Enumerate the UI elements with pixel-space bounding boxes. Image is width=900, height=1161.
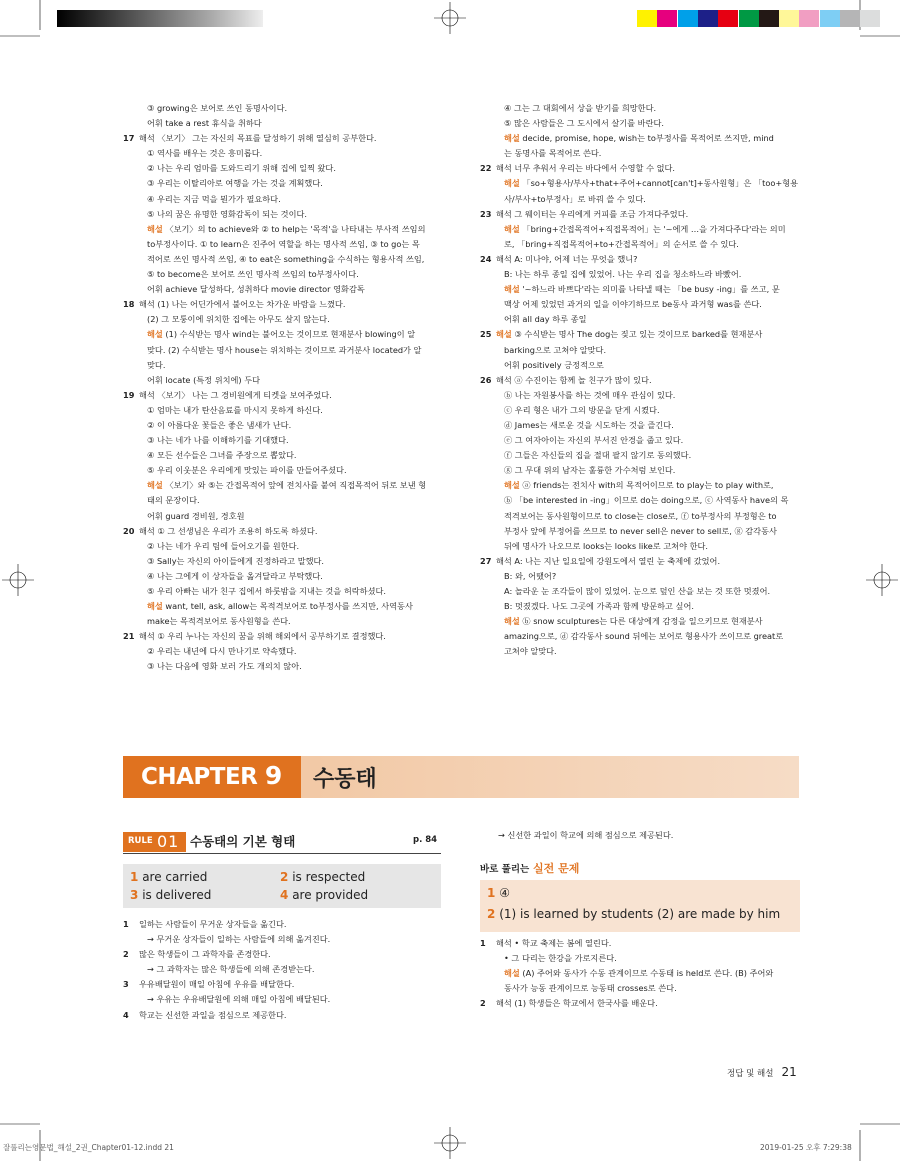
text-line: [123, 222, 443, 237]
line-text: ⑤ to become은 보어로 쓰인 명사적 쓰임의 to부정사이다.: [147, 269, 359, 280]
text-line: [123, 343, 443, 358]
text-line: [480, 252, 802, 267]
date-slug: 2019-01-25 오후 7:29:38: [760, 1143, 852, 1152]
line-text: 해석 ① 그 선생님은 우리가 조용히 하도록 하셨다.: [139, 525, 318, 536]
text-line: [480, 237, 802, 252]
line-text: 일하는 사람들이 무거운 상자들을 옮긴다.: [139, 919, 287, 929]
practice-explanations: [480, 936, 802, 1011]
rule-explanations: [123, 917, 443, 1023]
text-line: [123, 947, 443, 962]
color-swatch: [820, 10, 840, 27]
line-text: ③ growing은 보어로 쓰인 동명사이다.: [147, 103, 288, 113]
text-line: [123, 584, 443, 599]
text-line: [123, 176, 443, 191]
practice-answer: 2 (1) is learned by students (2) are made by him: [487, 907, 781, 921]
text-line: [123, 358, 443, 373]
line-text: 어휘 achieve 달성하다, 성취하다 movie director 영화감독: [147, 284, 365, 295]
line-text: (2) 그 모퉁이에 위치한 집에는 아무도 살지 않는다.: [147, 314, 330, 325]
line-text: 고쳐야 알맞다.: [504, 646, 557, 657]
line-text: 해설 〈보기〉와 ⑤는 간접목적어 앞에 전치사를 붙여 직접목적어 뒤로 보낸 형: [147, 480, 427, 491]
line-text: 해설 '~하느라 바쁘다'라는 의미를 나타낼 때는 「be busy -ing」를 쓰고, 문: [504, 284, 780, 295]
text-line: [123, 614, 443, 629]
line-text: ⑤ 나의 꿈은 유명한 영화감독이 되는 것이다.: [147, 208, 308, 219]
line-text: 해설 (1) 수식받는 명사 wind는 불어오는 것이므로 현재분사 blowing이 알: [147, 329, 416, 340]
line-text: ③ Sally는 자신의 아이들에게 진정하라고 말했다.: [147, 555, 325, 566]
color-swatch: [718, 10, 738, 27]
line-text: 뒤에 명사가 나오므로 looks는 looks like로 고쳐야 한다.: [504, 540, 709, 551]
rule-number: 01: [157, 832, 180, 851]
rule-underline: [123, 853, 441, 854]
line-text: B: 와, 어땠어?: [504, 570, 557, 581]
line-text: 많은 학생들이 그 과학자를 존경한다.: [139, 949, 271, 960]
text-line: [480, 524, 802, 539]
line-text: ⑤ 우리 아빠는 내가 친구 집에서 하룻밤을 지내는 것을 허락하셨다.: [147, 586, 387, 596]
line-text: ① 역사를 배우는 것은 흥미롭다.: [147, 148, 263, 159]
color-swatch: [759, 10, 779, 27]
line-text: ⓔ 그 여자아이는 자신의 부서진 안경을 줍고 있다.: [504, 435, 684, 446]
file-slug: 잘풀리는영문법_해설_2권_Chapter01-12.indd 21: [3, 1143, 174, 1152]
line-text: amazing으로, ⓓ 감각동사 sound 뒤에는 보어로 형용사가 쓰이므로 great로: [504, 631, 784, 642]
text-line: [123, 629, 443, 644]
text-line: [123, 539, 443, 554]
text-line: [480, 966, 802, 981]
item-number: 1: [123, 919, 129, 929]
line-text: ⓒ 우리 형은 내가 그의 방문을 닫게 시켰다.: [504, 404, 660, 415]
line-text: ⓓ James는 새로운 것을 시도하는 것을 즐긴다.: [504, 419, 674, 430]
text-line: [480, 996, 802, 1011]
text-line: [480, 403, 802, 418]
text-line: [480, 539, 802, 554]
item-number: 20: [123, 525, 135, 536]
line-text: ④ 모든 선수들은 그녀를 주장으로 뽑았다.: [147, 450, 297, 461]
line-text: ② 나는 네가 우리 팀에 들어오기를 원한다.: [147, 540, 300, 551]
line-text: ② 나는 우리 엄마를 도와드리기 위해 집에 일찍 왔다.: [147, 163, 336, 174]
text-line: [123, 282, 443, 297]
line-text: ④ 나는 그에게 이 상자들을 옮겨달라고 부탁했다.: [147, 570, 323, 581]
line-text: ⑤ 우리 이웃분은 우리에게 맛있는 파이를 만들어주셨다.: [147, 465, 347, 476]
line-text: → 그 과학자는 많은 학생들에 의해 존경받는다.: [147, 964, 315, 975]
text-line: [480, 418, 802, 433]
color-swatch: [840, 10, 860, 27]
text-line: [123, 403, 443, 418]
color-swatch: [637, 10, 657, 27]
text-line: [480, 373, 802, 388]
line-text: 해석 〈보기〉 그는 자신의 목표를 달성하기 위해 열심히 공부한다.: [139, 133, 377, 144]
text-line: [480, 493, 802, 508]
line-text: 해석 그 웨이터는 우리에게 커피를 조금 가져다주었다.: [496, 208, 689, 219]
text-line: [480, 282, 802, 297]
text-line: [123, 962, 443, 977]
text-line: [480, 599, 802, 614]
line-text: 적격보어는 동사원형이므로 to close는 close로, ⓕ to부정사의 부정형은 to: [504, 510, 777, 521]
text-line: [480, 936, 802, 951]
item-number: 19: [123, 389, 135, 400]
line-text: A: 놀라운 눈 조각들이 많이 있었어. 눈으로 덮인 산을 보는 것 또한 멋졌어.: [504, 586, 771, 596]
line-text: 사/부사+to부정사」로 바꿔 쓸 수 있다.: [504, 193, 646, 204]
line-text: 맞다. (2) 수식받는 명사 house는 위치하는 것이므로 과거분사 located가 알: [147, 344, 422, 355]
line-text: 해석 A: 미나야, 어제 너는 무엇을 했니?: [496, 253, 638, 264]
text-line: [123, 977, 443, 992]
text-line: [480, 207, 802, 222]
item-number: 4: [123, 1009, 129, 1020]
line-text: 해설 「so+형용사/부사+that+주어+cannot[can't]+동사원형」은 「too+형용: [504, 178, 799, 189]
line-text: 해설 (A) 주어와 동사가 수동 관계이므로 수동태 is held로 쓴다. (B) 주어와: [504, 968, 774, 979]
item-number: 27: [480, 555, 492, 566]
color-swatch: [799, 10, 819, 27]
text-line: [123, 252, 443, 267]
rule-badge: [123, 832, 186, 852]
text-line: [480, 981, 802, 996]
text-line: [123, 267, 443, 282]
line-text: 태의 문장이다.: [147, 495, 200, 506]
text-line: [480, 509, 802, 524]
text-line: [123, 992, 443, 1007]
text-line: [480, 146, 802, 161]
answer-item: 2 is respected: [280, 870, 366, 884]
page-number: 21: [781, 1065, 797, 1079]
line-text: ② 우리는 내년에 다시 만나기로 약속했다.: [147, 646, 297, 657]
line-text: 해설 ③ 수식받는 명사 The dog는 짖고 있는 것이므로 barked를 현재분사: [496, 329, 763, 340]
item-number: 18: [123, 299, 135, 310]
item-number: 25: [480, 329, 492, 340]
item-number: 21: [123, 631, 135, 642]
line-text: ① 엄마는 내가 탄산음료를 마시지 못하게 하신다.: [147, 404, 323, 415]
line-text: 어휘 guard 경비원, 경호원: [147, 510, 245, 521]
line-text: ⓑ 나는 자원봉사를 하는 것에 매우 관심이 있다.: [504, 389, 676, 400]
text-line: [123, 463, 443, 478]
chapter-title: 수동태: [313, 767, 377, 792]
color-swatch: [779, 10, 799, 27]
line-text: 학교는 신선한 과일을 점심으로 제공한다.: [139, 1009, 287, 1020]
line-text: 적어로 쓰인 명사적 쓰임, ④ to eat은 something을 수식하는 형용사적 쓰임,: [147, 253, 425, 264]
chapter-number: 9: [264, 761, 282, 790]
text-line: [480, 478, 802, 493]
continued-line: → 신선한 과일이 학교에 의해 점심으로 제공된다.: [498, 830, 674, 840]
item-number: 2: [123, 949, 129, 960]
line-text: make는 목적격보어로 동사원형을 쓴다.: [147, 616, 291, 627]
text-line: [123, 388, 443, 403]
line-text: 해석 (1) 나는 어딘가에서 불어오는 차가운 바람을 느꼈다.: [139, 299, 346, 310]
text-line: [480, 192, 802, 207]
item-number: 1: [480, 938, 486, 948]
answer-box: [123, 864, 441, 908]
practice-answer: 1 ④: [487, 886, 510, 900]
practice-answer-box: [480, 880, 800, 932]
line-text: 는 동명사를 목적어로 쓴다.: [504, 148, 602, 159]
line-text: ③ 나는 네가 나를 이해하기를 기대했다.: [147, 435, 289, 446]
text-line: [480, 312, 802, 327]
text-line: [123, 297, 443, 312]
item-number: 22: [480, 163, 492, 174]
grayscale-bar: [57, 10, 263, 27]
item-number: 17: [123, 133, 135, 144]
text-line: [480, 267, 802, 282]
text-line: [480, 101, 802, 116]
line-text: 맞다.: [147, 359, 166, 370]
line-text: 어휘 positively 긍정적으로: [504, 359, 604, 370]
line-text: 어휘 locate (특정 위치에) 두다: [147, 374, 261, 385]
line-text: ⓖ 그 무대 위의 남자는 훌륭한 가수처럼 보인다.: [504, 465, 676, 476]
text-line: [123, 207, 443, 222]
text-line: [123, 418, 443, 433]
rule-title: 수동태의 기본 형태: [190, 834, 296, 849]
text-line: [480, 343, 802, 358]
text-line: [123, 932, 443, 947]
line-text: ③ 나는 다음에 영화 보러 가도 개의치 않아.: [147, 661, 302, 672]
line-text: 해석 A: 나는 지난 일요일에 강원도에서 열린 눈 축제에 갔었어.: [496, 555, 721, 566]
text-line: [123, 569, 443, 584]
line-text: 어휘 all day 하루 종일: [504, 314, 587, 325]
text-line: [123, 599, 443, 614]
text-line: [123, 478, 443, 493]
page-footer: 정답 및 해설 21: [727, 1065, 797, 1079]
item-number: 26: [480, 374, 492, 385]
text-line: [480, 358, 802, 373]
text-line: [480, 327, 802, 342]
text-line: [480, 222, 802, 237]
text-line: [480, 116, 802, 131]
line-text: 해설 want, tell, ask, allow는 목적격보어로 to부정사를 쓰지만, 사역동사: [147, 601, 413, 612]
line-text: ④ 그는 그 대회에서 상을 받기를 희망한다.: [504, 103, 657, 113]
text-line: [123, 509, 443, 524]
text-line: [123, 448, 443, 463]
text-line: [123, 161, 443, 176]
text-line: [123, 146, 443, 161]
text-line: [123, 524, 443, 539]
line-text: ③ 우리는 이탈리아로 여행을 가는 것을 계획했다.: [147, 178, 323, 189]
line-text: ⑤ 많은 사람들은 그 도시에서 살기를 바란다.: [504, 118, 665, 129]
text-line: [123, 116, 443, 131]
text-line: [480, 433, 802, 448]
line-text: 해석 (1) 학생들은 학교에서 한국사를 배운다.: [496, 998, 658, 1009]
text-line: [480, 297, 802, 312]
line-text: ④ 우리는 지금 먹을 뭔가가 필요하다.: [147, 193, 281, 204]
text-line: [123, 101, 443, 116]
text-line: [123, 131, 443, 146]
item-number: 23: [480, 208, 492, 219]
item-number: 2: [480, 998, 486, 1009]
line-text: 해설 「bring+간접목적어+직접목적어」는 '~에게 …을 가져다주다'라는 의미: [504, 223, 786, 234]
line-text: to부정사이다. ① to learn은 진주어 역할을 하는 명사적 쓰임, ③ to go는 목: [147, 238, 420, 249]
text-line: [123, 493, 443, 508]
line-text: 동사가 능동 관계이므로 능동태 crosses로 쓴다.: [504, 983, 677, 994]
chapter-label: CHAPTER 9: [141, 761, 282, 790]
line-text: 해석 너무 추워서 우리는 바다에서 수영할 수 없다.: [496, 163, 676, 174]
line-text: 우유배달원이 매일 아침에 우유를 배달한다.: [139, 979, 295, 990]
text-line: [480, 131, 802, 146]
line-text: ② 이 아름다운 꽃들은 좋은 냄새가 난다.: [147, 419, 292, 430]
line-text: 해석 〈보기〉 나는 그 경비원에게 티켓을 보여주었다.: [139, 389, 332, 400]
color-swatch: [739, 10, 759, 27]
color-swatch: [860, 10, 880, 27]
text-line: [480, 614, 802, 629]
answer-item: 3 is delivered: [130, 888, 212, 902]
line-text: 해설 ⓐ friends는 전치사 with의 목적어이므로 to play는 to play with로,: [504, 480, 774, 491]
line-text: barking으로 고쳐야 알맞다.: [504, 344, 607, 355]
answer-item: 1 are carried: [130, 870, 208, 884]
line-text: 해설 ⓑ snow sculptures는 다른 대상에게 감정을 일으키므로 현재분사: [504, 616, 763, 627]
text-line: [123, 312, 443, 327]
text-line: [123, 644, 443, 659]
text-line: [480, 176, 802, 191]
text-line: [123, 659, 443, 674]
text-line: [123, 554, 443, 569]
item-number: 24: [480, 253, 492, 264]
line-text: B: 나는 하루 종일 집에 있었어. 나는 우리 집을 청소하느라 바빴어.: [504, 269, 742, 280]
practice-title: 바로 풀리는 실전 문제: [480, 862, 580, 875]
line-text: 맥상 어제 있었던 과거의 일을 이야기하므로 be동사 과거형 was를 쓴다.: [504, 299, 762, 310]
item-number: 3: [123, 979, 129, 990]
line-text: 해석 • 학교 축제는 봄에 열린다.: [496, 938, 612, 948]
text-line: [480, 448, 802, 463]
right-column: [480, 101, 802, 659]
text-line: [123, 237, 443, 252]
text-line: [480, 644, 802, 659]
text-line: [480, 554, 802, 569]
line-text: • 그 다리는 한강을 가로지른다.: [504, 953, 617, 964]
text-line: [123, 1008, 443, 1023]
line-text: 해석 ① 우리 누나는 자신의 꿈을 위해 해외에서 공부하기로 결정했다.: [139, 631, 386, 642]
text-line: [480, 951, 802, 966]
line-text: → 우유는 우유배달원에 의해 매일 아침에 배달된다.: [147, 994, 331, 1005]
line-text: ⓕ 그들은 자신들의 집을 절대 팔지 않기로 동의했다.: [504, 450, 692, 461]
text-line: [480, 161, 802, 176]
text-line: [123, 433, 443, 448]
line-text: ⓑ 「be interested in -ing」이므로 do는 doing으로, ⓒ 사역동사 have의 목: [504, 495, 789, 506]
rule-page-ref: p. 84: [413, 835, 438, 845]
color-swatch: [657, 10, 677, 27]
line-text: 해석 ⓐ 수진이는 함께 놀 친구가 많이 있다.: [496, 374, 652, 385]
color-swatch: [698, 10, 718, 27]
text-line: [480, 584, 802, 599]
line-text: 해설 decide, promise, hope, wish는 to부정사를 목적어로 쓰지만, mind: [504, 133, 774, 144]
text-line: [123, 373, 443, 388]
text-line: [480, 463, 802, 478]
line-text: B: 멋졌겠다. 나도 그곳에 가족과 함께 방문하고 싶어.: [504, 601, 694, 612]
left-column: [123, 101, 443, 675]
line-text: → 무거운 상자들이 일하는 사람들에 의해 옮겨진다.: [147, 934, 331, 945]
rule-tag-text: RULE: [128, 836, 153, 846]
text-line: [480, 388, 802, 403]
color-swatch: [678, 10, 698, 27]
answer-item: 4 are provided: [280, 888, 369, 902]
line-text: 어휘 take a rest 휴식을 취하다: [147, 118, 262, 129]
text-line: [480, 569, 802, 584]
text-line: [123, 192, 443, 207]
text-line: [123, 917, 443, 932]
text-line: [480, 629, 802, 644]
text-line: [123, 327, 443, 342]
line-text: 로, 「bring+직접목적어+to+간접목적어」의 순서로 쓸 수 있다.: [504, 238, 739, 249]
line-text: 부정사 앞에 부정어를 쓰므로 to never sell은 never to sell로, ⓖ 감각동사: [504, 525, 777, 536]
line-text: 해설 〈보기〉의 to achieve와 ② to help는 '목적'을 나타내는 부사적 쓰임의: [147, 223, 426, 234]
